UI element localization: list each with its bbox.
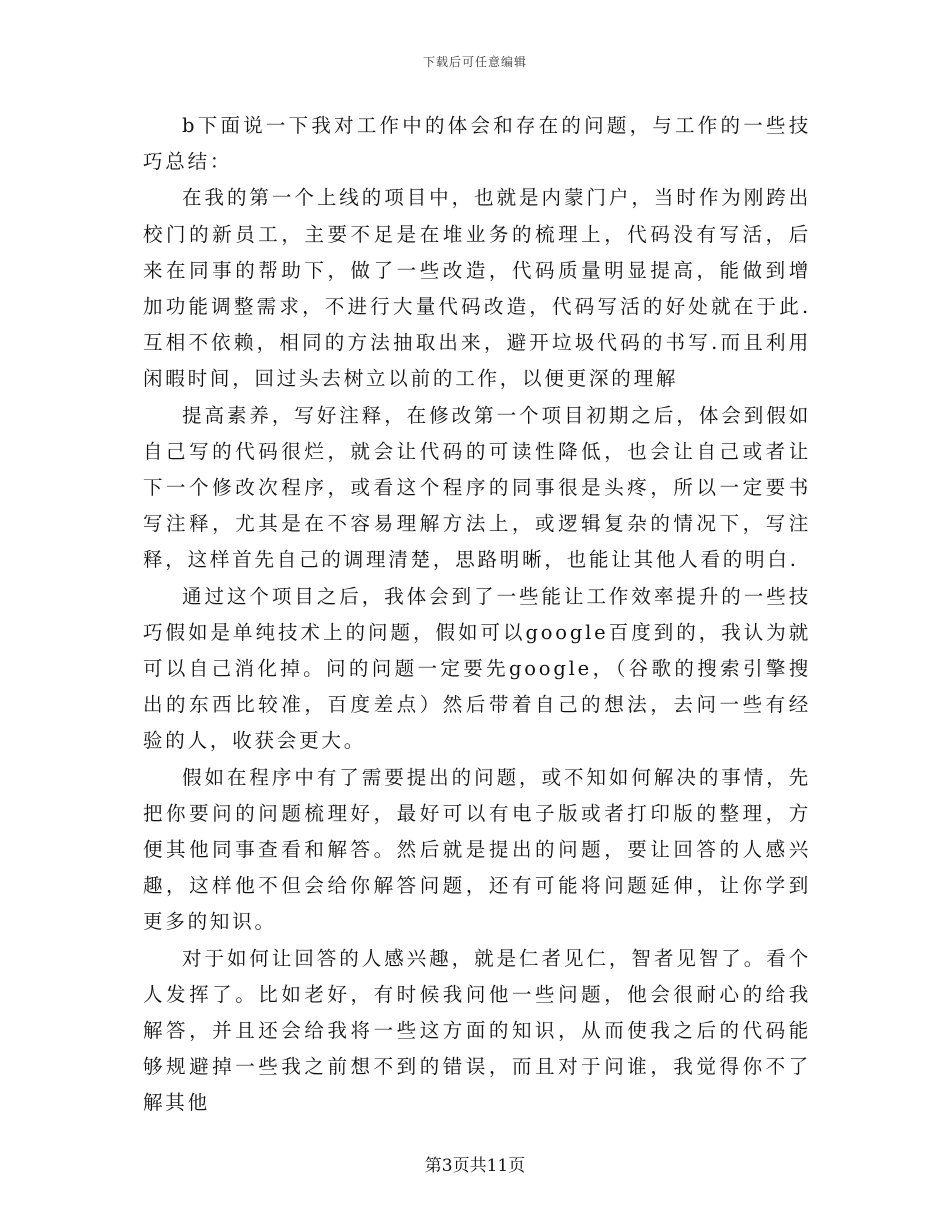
document-body [143,108,811,1122]
paragraph: 在我的第一个上线的项目中，也就是内蒙门户，当时作为刚跨出校门的新员工，主要不足是在堆业务的梳理上，代码没有写活，后来在同事的帮助下，做了一些改造，代码质量明显提高，能做到增加功能调整需求，不进行大量代码改造，代码写活的好处就在于此.互相不依赖，相同的方法抽取出来，避开垃圾代码的书写.而且利用闲暇时间，回过头去树立以前的工作，以便更深的理解 [143,186,811,391]
page-number: 第3页共11页 [424,1156,526,1176]
paragraph: 假如在程序中有了需要提出的问题，或不知如何解决的事情，先把你要问的问题梳理好，最好可以有电子版或者打印版的整理，方便其他同事查看和解答。然后就是提出的问题，要让回答的人感兴趣，这样他不但会给你解答问题，还有可能将问题延伸，让你学到更多的知识。 [143,765,811,934]
paragraph: 对于如何让回答的人感兴趣，就是仁者见仁，智者见智了。看个人发挥了。比如老好，有时候我问他一些问题，他会很耐心的给我解答，并且还会给我将一些这方面的知识，从而使我之后的代码能够规避掉一些我之前想不到的错误，而且对于问谁，我觉得你不了解其他 [143,946,811,1115]
page-header: 下载后可任意编辑 [422,55,527,69]
paragraph: 提高素养，写好注释，在修改第一个项目初期之后，体会到假如自己写的代码很烂，就会让代码的可读性降低，也会让自己或者让下一个修改次程序，或看这个程序的同事很是头疼，所以一定要书写注释，尤其是在不容易理解方法上，或逻辑复杂的情况下，写注释，这样首先自己的调理清楚，思路明晰，也能让其他人看的明白. [143,403,811,572]
paragraph: 通过这个项目之后，我体会到了一些能让工作效率提升的一些技巧假如是单纯技术上的问题，假如可以google百度到的，我认为就可以自己消化掉。问的问题一定要先google，（谷歌的搜索引擎搜出的东西比较准，百度差点）然后带着自己的想法，去问一些有经验的人，收获会更大。 [143,584,811,753]
paragraph: b下面说一下我对工作中的体会和存在的问题，与工作的一些技巧总结： [143,114,811,174]
